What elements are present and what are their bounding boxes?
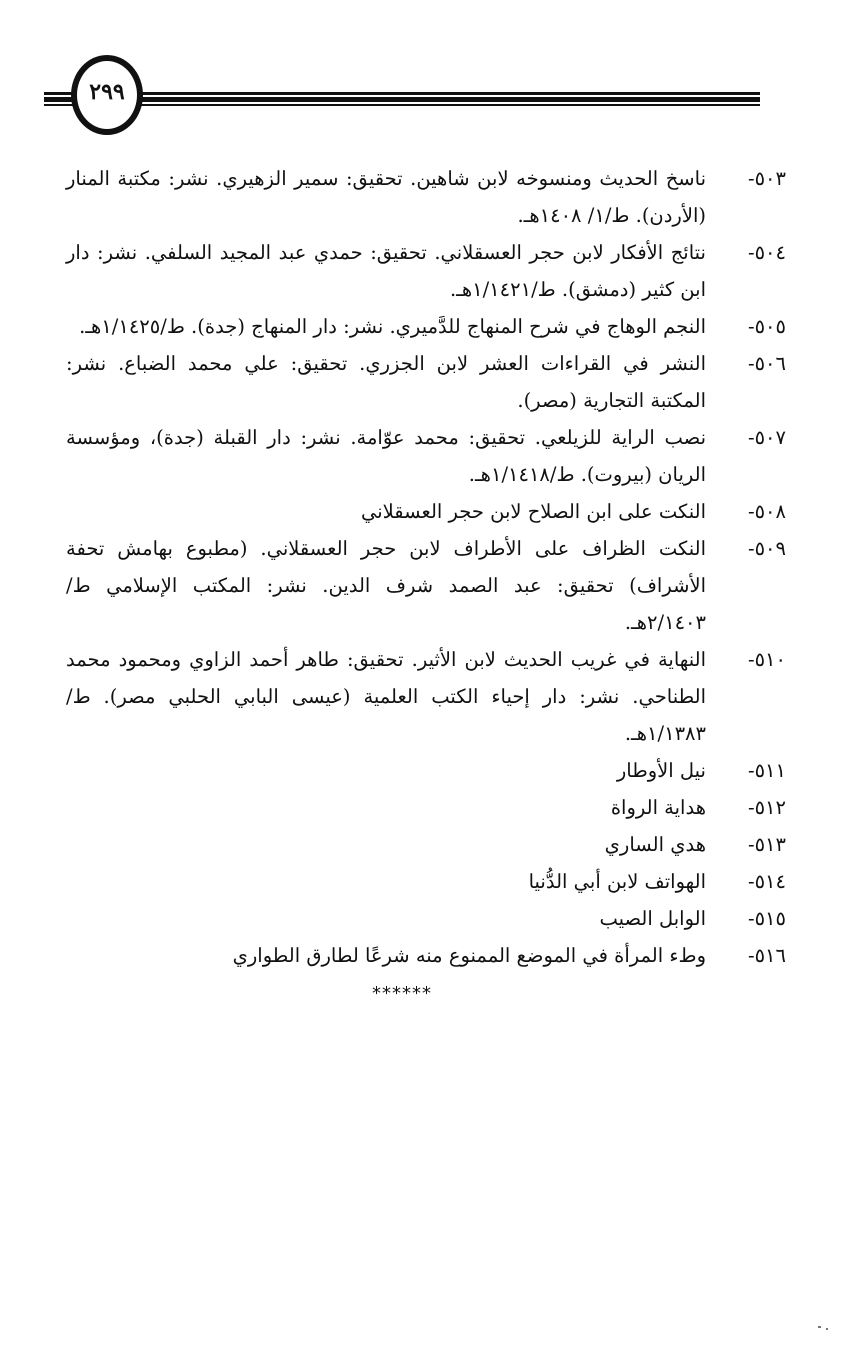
page-number: ٢٩٩ bbox=[89, 79, 125, 105]
entry-text: هداية الرواة bbox=[610, 796, 706, 819]
header-rule-bottom bbox=[44, 104, 760, 106]
entry-text: النهاية في غريب الحديث لابن الأثير. تحقيق: طاهر أحمد الزاوي ومحمود محمد الطناحي. نشر: دار إحياء الكتب العلمية (عيسى البابي الحلبي مصر). ط/١/١٣٨٣هـ. bbox=[66, 648, 706, 745]
entry-number: ٥١٥- bbox=[747, 907, 786, 930]
entry-text: الوابل الصيب bbox=[599, 907, 706, 930]
list-item bbox=[66, 493, 786, 530]
page-number-badge bbox=[71, 55, 143, 135]
entry-number: ٥٠٨- bbox=[747, 500, 786, 523]
entry-number: ٥١٦- bbox=[747, 944, 786, 967]
scan-speck bbox=[826, 1328, 828, 1330]
entry-number: ٥٠٣- bbox=[747, 167, 786, 190]
list-item bbox=[66, 789, 786, 826]
header-rule-top bbox=[44, 92, 760, 95]
entry-text: النكت الظراف على الأطراف لابن حجر العسقلاني. (مطبوع بهامش تحفة الأشراف) تحقيق: عبد الصمد شرف الدين. نشر: المكتب الإسلامي ط/ ٢/١٤٠٣هـ. bbox=[66, 537, 706, 634]
entry-number: ٥٠٥- bbox=[747, 315, 786, 338]
list-item bbox=[66, 900, 786, 937]
entry-text: وطء المرأة في الموضع الممنوع منه شرعًا لطارق الطواري bbox=[232, 944, 706, 967]
list-item bbox=[66, 937, 786, 974]
list-item bbox=[66, 530, 786, 641]
entry-number: ٥٠٦- bbox=[747, 352, 786, 375]
scan-speck bbox=[818, 1326, 821, 1328]
list-item bbox=[66, 345, 786, 419]
entry-number: ٥٠٤- bbox=[747, 241, 786, 264]
entry-number: ٥٠٩- bbox=[747, 537, 786, 560]
entry-number: ٥١٢- bbox=[747, 796, 786, 819]
list-item bbox=[66, 826, 786, 863]
entry-text: نيل الأوطار bbox=[616, 759, 706, 782]
entry-text: النشر في القراءات العشر لابن الجزري. تحقيق: علي محمد الضباع. نشر: المكتبة التجارية (مصر). bbox=[66, 352, 706, 412]
entry-text: هدي الساري bbox=[604, 833, 706, 856]
header-rule-middle bbox=[44, 97, 760, 102]
page-header bbox=[0, 0, 855, 150]
bibliography-list bbox=[66, 160, 786, 974]
entry-number: ٥١٠- bbox=[747, 648, 786, 671]
entry-text: ناسخ الحديث ومنسوخه لابن شاهين. تحقيق: سمير الزهيري. نشر: مكتبة المنار (الأردن). ط/١/ ١٤٠٨هـ. bbox=[66, 167, 706, 227]
list-item bbox=[66, 308, 786, 345]
entry-number: ٥١١- bbox=[747, 759, 786, 782]
entry-text: النجم الوهاج في شرح المنهاج للدَّميري. نشر: دار المنهاج (جدة). ط/١/١٤٢٥هـ. bbox=[79, 315, 706, 338]
list-item bbox=[66, 641, 786, 752]
entry-number: ٥١٤- bbox=[747, 870, 786, 893]
list-item bbox=[66, 752, 786, 789]
entry-text: النكت على ابن الصلاح لابن حجر العسقلاني bbox=[360, 500, 706, 523]
entry-text: نتائج الأفكار لابن حجر العسقلاني. تحقيق: حمدي عبد المجيد السلفي. نشر: دار ابن كثير (دمشق). ط/١/١٤٢١هـ. bbox=[66, 241, 706, 301]
list-item bbox=[66, 419, 786, 493]
entry-number: ٥٠٧- bbox=[747, 426, 786, 449]
end-marker: ****** bbox=[372, 983, 432, 1004]
entry-text: نصب الراية للزيلعي. تحقيق: محمد عوّامة. نشر: دار القبلة (جدة)، ومؤسسة الريان (بيروت). ط/١/١٤١٨هـ. bbox=[66, 426, 706, 486]
entry-number: ٥١٣- bbox=[747, 833, 786, 856]
list-item bbox=[66, 863, 786, 900]
list-item bbox=[66, 160, 786, 234]
entry-text: الهواتف لابن أبي الدُّنيا bbox=[528, 870, 706, 893]
list-item bbox=[66, 234, 786, 308]
